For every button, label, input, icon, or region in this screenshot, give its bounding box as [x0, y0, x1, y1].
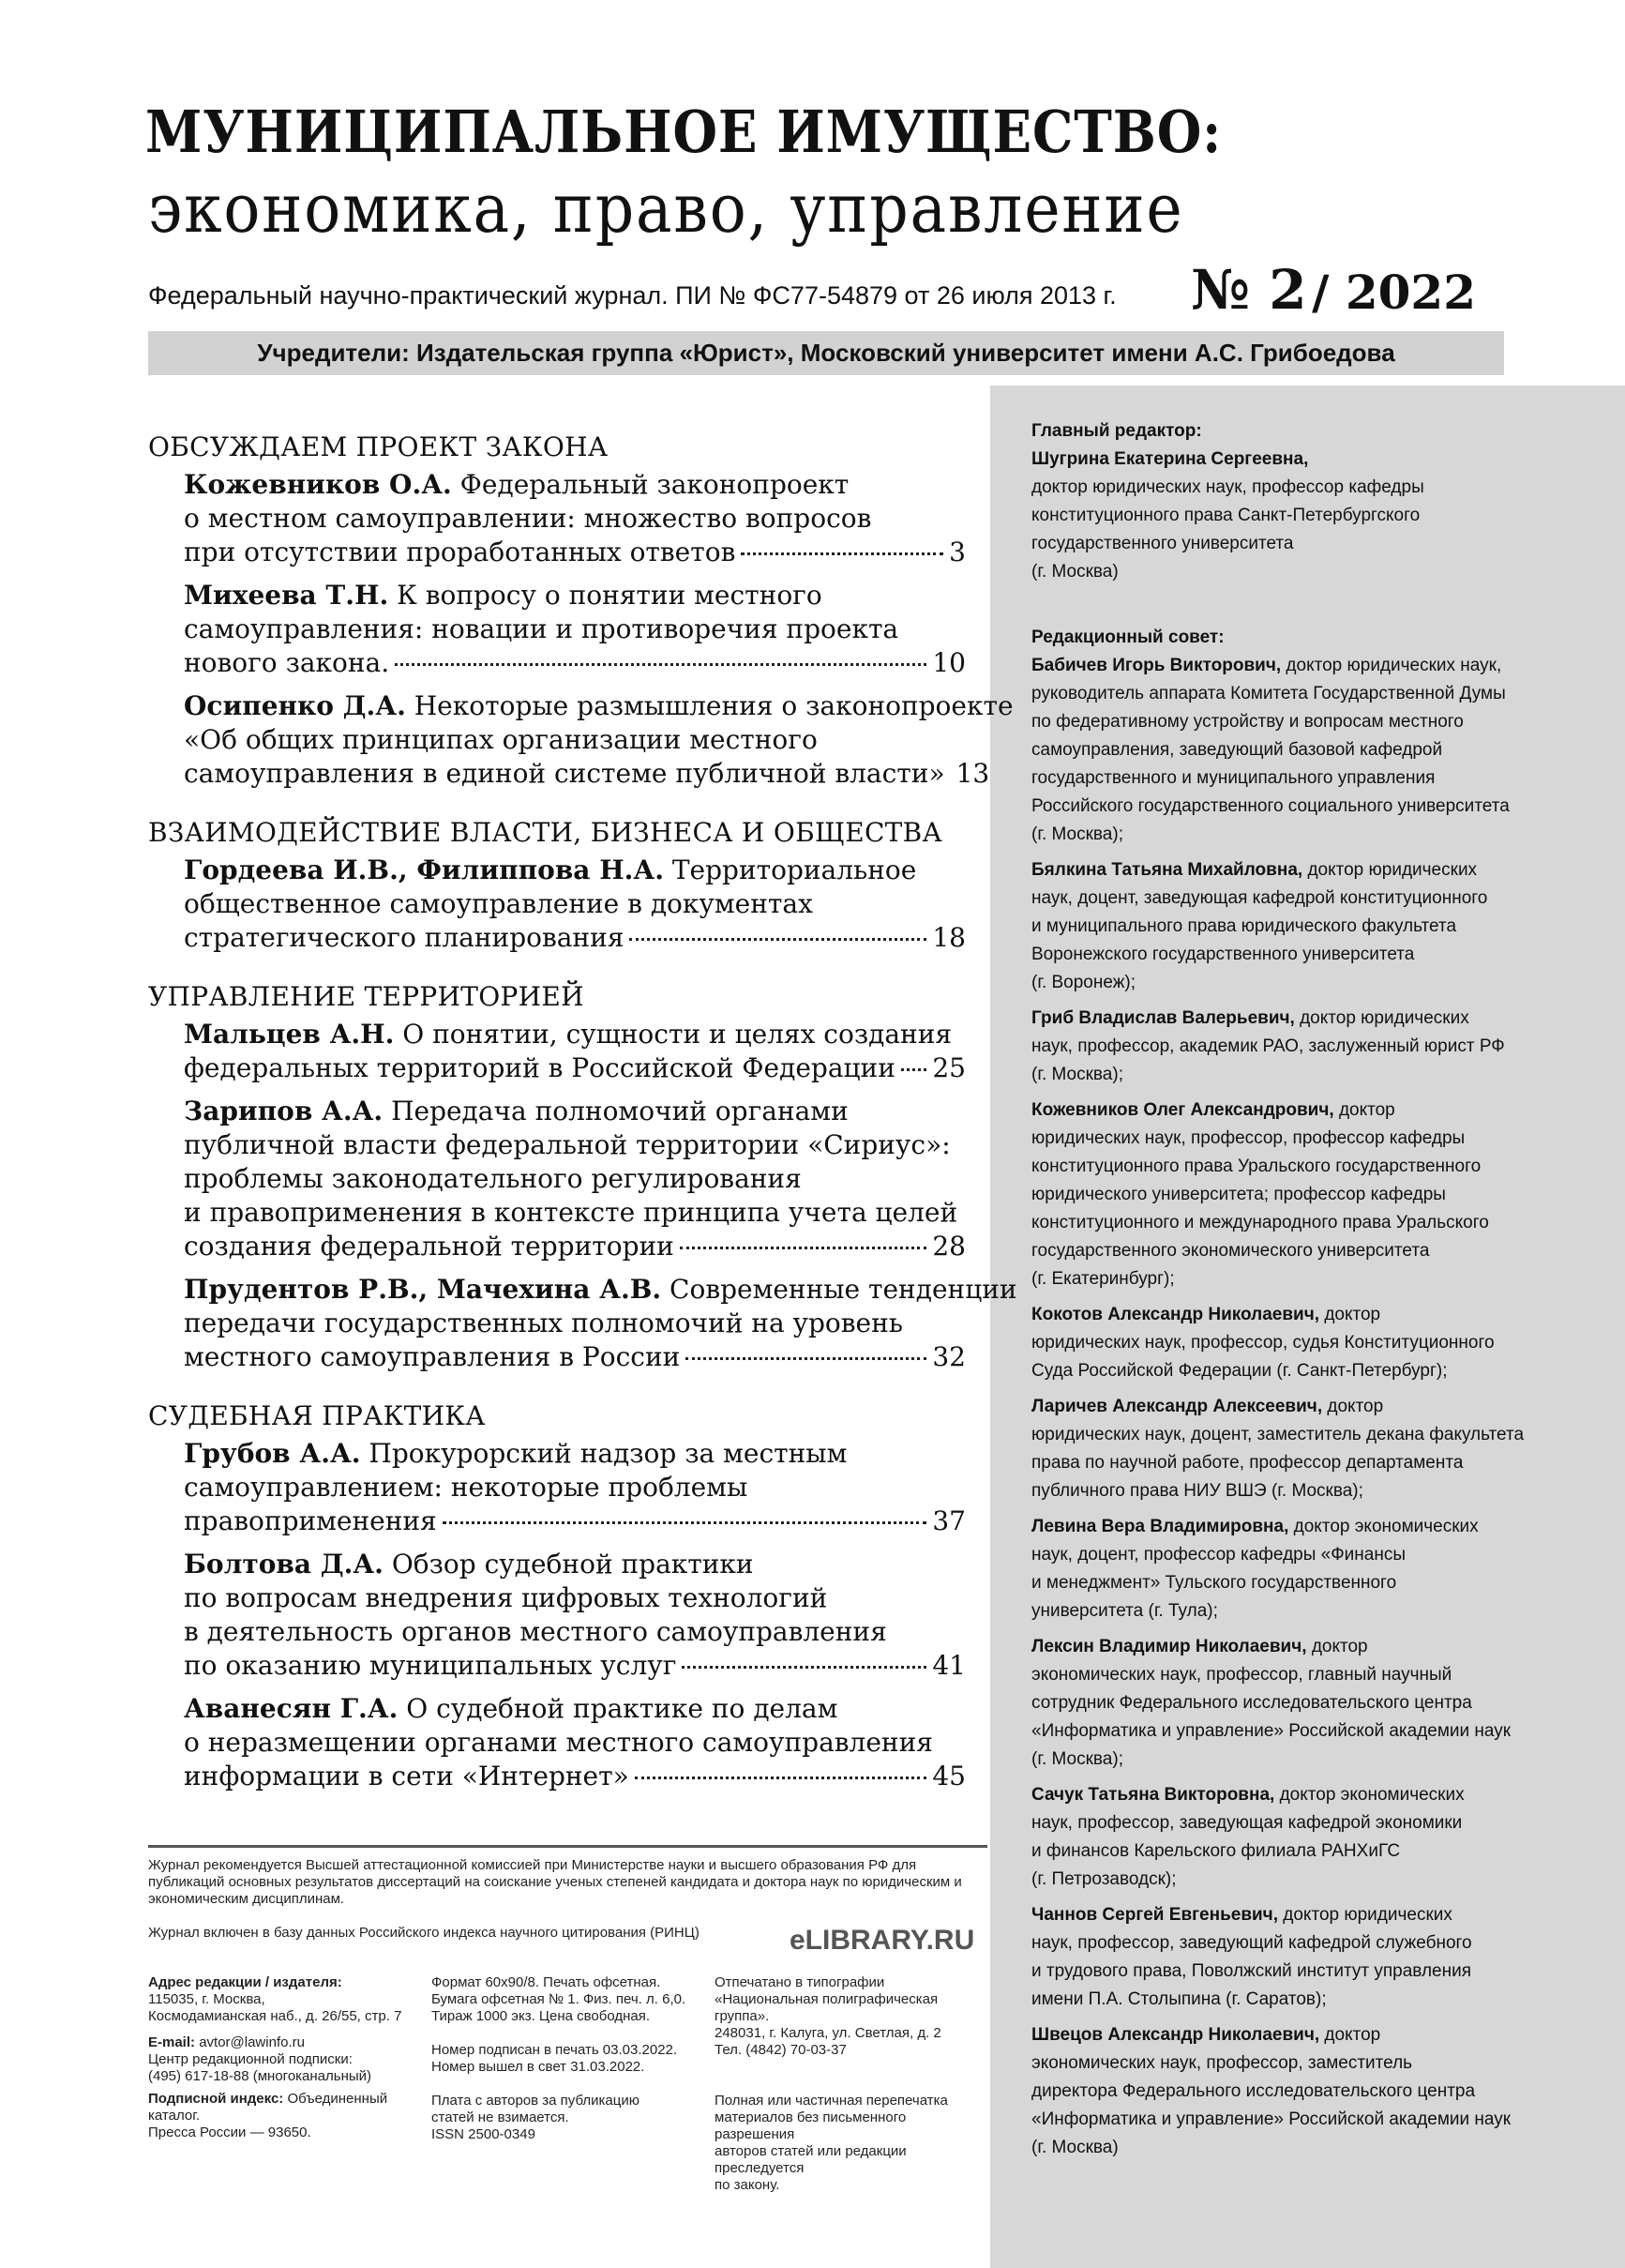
toc-title-line: публичной власти федеральной территории «Сириус»:: [184, 1129, 951, 1160]
address-line: 115035, г. Москва,: [148, 1991, 265, 2007]
issue-no: № 2: [1191, 258, 1307, 322]
member-title: доктор: [1319, 1305, 1381, 1324]
subs-line: Центр редакционной подписки:: [148, 2051, 353, 2067]
member-line: экономических наук, профессор, заместитель: [1031, 2053, 1413, 2073]
member-line: «Информатика и управление» Российской академии наук: [1031, 2109, 1512, 2129]
footer-line: Тираж 1000 экз. Цена свободная.: [431, 2008, 651, 2024]
toc-title-line: Прокурорский надзор за местным: [369, 1438, 848, 1469]
footer-line: Тел. (4842) 70-03-37: [715, 2042, 847, 2058]
issue-year: / 2022: [1312, 265, 1477, 320]
member-line: публичного права НИУ ВШЭ (г. Москва);: [1031, 1481, 1363, 1501]
council-label: Редакционный совет:: [1031, 627, 1225, 647]
table-of-contents: [148, 431, 1017, 1803]
toc-page-number: 13: [955, 758, 990, 789]
member-line: по федеративному устройству и вопросам местного: [1031, 712, 1464, 732]
toc-title-line: правоприменения: [184, 1505, 437, 1536]
leader-dots: [629, 938, 926, 941]
member-line: права по научной работе, профессор департамента: [1031, 1453, 1464, 1473]
footer-line: Полная или частичная перепечатка: [715, 2093, 948, 2109]
chief-line: конституционного права Санкт-Петербургского: [1031, 506, 1421, 525]
chief-line: государственного университета: [1031, 534, 1294, 553]
index-text: Объединенный каталог.: [148, 2091, 388, 2124]
editorial-board: [1031, 417, 1557, 2170]
toc-author: Мальцев А.Н.: [184, 1019, 395, 1050]
member-line: наук, доцент, профессор кафедры «Финансы: [1031, 1545, 1406, 1565]
member-line: наук, профессор, академик РАО, заслуженный юрист РФ: [1031, 1036, 1505, 1056]
footer-line: «Национальная полиграфическая группа».: [715, 1991, 939, 2024]
member-name: Бабичев Игорь Викторович,: [1031, 656, 1282, 675]
member-line: самоуправления, заведующий базовой кафедрой: [1031, 740, 1443, 760]
footer-line: Плата с авторов за публикацию: [431, 2093, 639, 2109]
council-member: [1031, 1301, 1557, 1385]
member-line: (г. Москва);: [1031, 1065, 1123, 1084]
toc-title-line: самоуправления: новации и противоречия проекта: [184, 613, 899, 644]
member-name: Кокотов Александр Николаевич,: [1031, 1305, 1320, 1324]
member-title: доктор юридических: [1294, 1008, 1469, 1028]
member-line: (г. Москва);: [1031, 1749, 1123, 1769]
council-member: [1031, 1633, 1557, 1774]
toc-page-number: 32: [932, 1341, 966, 1372]
toc-entry[interactable]: [184, 1692, 966, 1793]
toc-page-number: 41: [932, 1650, 966, 1681]
member-line: наук, профессор, заведующий кафедрой служебного: [1031, 1933, 1472, 1953]
council-member: [1031, 1005, 1557, 1089]
footer-col-printer: [715, 1974, 986, 2194]
toc-entry[interactable]: [184, 1548, 966, 1683]
member-title: доктор экономических: [1288, 1517, 1479, 1536]
footer-line: Номер подписан в печать 03.03.2022.: [431, 2042, 678, 2058]
toc-author: Болтова Д.А.: [184, 1549, 384, 1580]
toc-page-number: 37: [932, 1505, 966, 1536]
toc-page-number: 45: [932, 1761, 966, 1792]
member-line: государственного экономического университета: [1031, 1241, 1430, 1261]
toc-author: Прудентов Р.В., Мачехина А.В.: [184, 1274, 662, 1305]
toc-title-line: «Об общих принципах организации местного: [184, 724, 818, 755]
member-line: Российского государственного социального университета: [1031, 796, 1510, 816]
footer-line: статей не взимается.: [431, 2109, 569, 2125]
member-line: и муниципального права юридического факультета: [1031, 916, 1457, 936]
member-name: Лексин Владимир Николаевич,: [1031, 1637, 1307, 1656]
member-line: (г. Петрозаводск);: [1031, 1869, 1177, 1889]
toc-title-line: и правоприменения в контексте принципа учета целей: [184, 1197, 958, 1228]
leader-dots: [682, 1666, 926, 1669]
toc-title-line: нового закона.: [184, 647, 390, 678]
journal-subtitle: экономика, право, управление: [148, 169, 1184, 248]
journal-title: МУНИЦИПАЛЬНОЕ ИМУЩЕСТВО:: [145, 98, 1223, 166]
member-name: Бялкина Татьяна Михайловна,: [1031, 860, 1303, 880]
toc-title-line: проблемы законодательного регулирования: [184, 1163, 802, 1194]
member-line: директора Федерального исследовательского центра: [1031, 2081, 1476, 2101]
toc-page-number: 18: [932, 922, 966, 953]
toc-entry[interactable]: [184, 1273, 1017, 1374]
toc-title-line: о местном самоуправлении: множество вопросов: [184, 503, 872, 534]
toc-title-line: общественное самоуправление в документах: [184, 888, 813, 919]
toc-title-line: самоуправления в единой системе публичной власти»: [184, 758, 945, 789]
toc-title-line: Некоторые размышления о законопроекте: [414, 690, 1014, 721]
member-line: «Информатика и управление» Российской академии наук: [1031, 1721, 1512, 1741]
toc-title-line: о неразмещении органами местного самоуправления: [184, 1727, 933, 1758]
footer-line: Отпечатано в типографии: [715, 1974, 885, 1990]
member-line: конституционного права Уральского государственного: [1031, 1157, 1482, 1176]
member-title: доктор: [1333, 1100, 1395, 1120]
toc-title-line: самоуправлением: некоторые проблемы: [184, 1472, 748, 1503]
toc-entry[interactable]: [184, 1437, 966, 1538]
member-line: и трудового права, Поволжский институт управления: [1031, 1961, 1472, 1981]
member-name: Сачук Татьяна Викторовна,: [1031, 1785, 1275, 1805]
member-title: доктор: [1306, 1637, 1368, 1656]
chief-label: Главный редактор:: [1031, 421, 1202, 441]
toc-title-line: федеральных территорий в Российской Федерации: [184, 1052, 895, 1083]
toc-title-line: Передача полномочий органами: [391, 1096, 849, 1126]
email[interactable]: avtor@lawinfo.ru: [199, 2034, 305, 2050]
member-name: Швецов Александр Николаевич,: [1031, 2025, 1320, 2045]
toc-author: Гордеева И.В., Филиппова Н.А.: [184, 854, 664, 885]
email-label: E-mail:: [148, 2034, 196, 2050]
leader-dots: [685, 1357, 926, 1360]
toc-title-line: по оказанию муниципальных услуг: [184, 1650, 677, 1681]
leader-dots: [395, 663, 926, 666]
council-member: [1031, 1901, 1557, 2014]
rinc-note: Журнал включен в базу данных Российского индекса научного цитирования (РИНЦ): [148, 1925, 700, 1941]
toc-title-line: Современные тенденции: [670, 1274, 1017, 1305]
member-line: юридических наук, профессор, судья Конституционного: [1031, 1333, 1495, 1353]
member-line: (г. Воронеж);: [1031, 973, 1136, 992]
council-member: [1031, 1781, 1557, 1894]
toc-author: Зарипов А.А.: [184, 1096, 384, 1126]
toc-title-line: в деятельность органов местного самоуправления: [184, 1616, 887, 1647]
toc-author: Аванесян Г.А.: [184, 1693, 399, 1724]
leader-dots: [635, 1777, 927, 1779]
member-name: Ларичев Александр Алексеевич,: [1031, 1397, 1323, 1416]
section-heading: ВЗАИМОДЕЙСТВИЕ ВЛАСТИ, БИЗНЕСА И ОБЩЕСТВА: [148, 817, 943, 848]
footer-line: по закону.: [715, 2177, 780, 2193]
toc-entry[interactable]: [184, 689, 1014, 791]
section-heading: СУДЕБНАЯ ПРАКТИКА: [148, 1400, 486, 1431]
member-title: доктор юридических наук,: [1281, 656, 1502, 675]
member-line: университета (г. Тула);: [1031, 1601, 1218, 1621]
toc-title-line: по вопросам внедрения цифровых технологий: [184, 1582, 828, 1613]
chief-line: доктор юридических наук, профессор кафедры: [1031, 477, 1424, 497]
toc-entry[interactable]: [184, 1018, 966, 1085]
member-name: Гриб Владислав Валерьевич,: [1031, 1008, 1295, 1028]
member-line: руководитель аппарата Комитета Государственной Думы: [1031, 684, 1506, 703]
section-heading: УПРАВЛЕНИЕ ТЕРРИТОРИЕЙ: [148, 981, 584, 1012]
member-line: наук, доцент, заведующая кафедрой конституционного: [1031, 888, 1488, 908]
member-line: имени П.А. Столыпина (г. Саратов);: [1031, 1989, 1327, 2009]
footer-line: Номер вышел в свет 31.03.2022.: [431, 2059, 645, 2075]
member-line: экономических наук, профессор, главный научный: [1031, 1665, 1452, 1685]
index-label: Подписной индекс:: [148, 2091, 284, 2107]
member-line: юридических наук, профессор, профессор кафедры: [1031, 1128, 1466, 1148]
toc-title-line: Территориальное: [671, 854, 917, 885]
member-name: Чаннов Сергей Евгеньевич,: [1031, 1905, 1278, 1925]
member-line: Воронежского государственного университета: [1031, 945, 1415, 964]
toc-entry[interactable]: [184, 468, 966, 569]
toc-title-line: при отсутствии проработанных ответов: [184, 537, 736, 567]
member-line: юридических наук, доцент, заместитель декана факультета: [1031, 1425, 1525, 1444]
toc-entry[interactable]: [184, 1095, 966, 1263]
footer-line: авторов статей или редакции преследуется: [715, 2143, 907, 2176]
chief-name: Шугрина Екатерина Сергеевна,: [1031, 449, 1309, 469]
leader-dots: [443, 1521, 927, 1524]
council-member: [1031, 1393, 1557, 1505]
footer-line: 248031, г. Калуга, ул. Светлая, д. 2: [715, 2025, 941, 2041]
toc-title-line: передачи государственных полномочий на уровень: [184, 1308, 904, 1338]
toc-entry[interactable]: [184, 854, 966, 955]
toc-title-line: Федеральный законопроект: [459, 469, 850, 500]
toc-page-number: 10: [932, 647, 966, 678]
footer-line: [431, 2076, 703, 2093]
footer-line: Формат 60х90/8. Печать офсетная.: [431, 1974, 661, 1990]
member-title: доктор юридических: [1278, 1905, 1452, 1925]
founders-bar: Учредители: Издательская группа «Юрист», Московский университет имени А.С. Грибоедова: [148, 331, 1504, 375]
index-line: Пресса России — 93650.: [148, 2124, 311, 2140]
footer-line: [431, 2025, 703, 2042]
council-member: [1031, 1096, 1557, 1293]
toc-title-line: К вопросу о понятии местного: [397, 580, 822, 611]
footer-line: ISSN 2500-0349: [431, 2126, 535, 2142]
toc-author: Грубов А.А.: [184, 1438, 361, 1469]
toc-page-number: 3: [949, 537, 966, 567]
section-heading: ОБСУЖДАЕМ ПРОЕКТ ЗАКОНА: [148, 431, 609, 462]
address-label: Адрес редакции / издателя:: [148, 1974, 342, 1990]
member-title: доктор: [1322, 1397, 1384, 1416]
member-line: наук, профессор, заведующая кафедрой экономики: [1031, 1813, 1463, 1833]
toc-title-line: О понятии, сущности и целях создания: [402, 1019, 953, 1050]
footer-col-address: [148, 1974, 420, 2141]
member-line: и менеджмент» Тульского государственного: [1031, 1573, 1397, 1593]
footer-line: Бумага офсетная № 1. Физ. печ. л. 6,0.: [431, 1991, 686, 2007]
vak-note: Журнал рекомендуется Высшей аттестационной комиссией при Министерстве науки и высшего образования РФ для публикаций основных результатов диссертаций на соискание ученых степеней кандидата и доктора наук по юридическим и экономическим дисциплинам.: [148, 1857, 962, 1907]
registration-line: Федеральный научно-практический журнал. ПИ № ФС77-54879 от 26 июля 2013 г.: [148, 281, 1117, 310]
footer-divider: [148, 1845, 987, 1848]
member-title: доктор: [1319, 2025, 1381, 2045]
leader-dots: [680, 1247, 927, 1249]
toc-title-line: О судебной практике по делам: [406, 1693, 838, 1724]
footer-line: [715, 2076, 986, 2093]
council-member: [1031, 652, 1557, 849]
member-line: сотрудник Федерального исследовательского центра: [1031, 1693, 1472, 1713]
issue-number: [1191, 258, 1477, 322]
member-line: Суда Российской Федерации (г. Санкт-Петербург);: [1031, 1361, 1448, 1381]
toc-title-line: Обзор судебной практики: [391, 1549, 754, 1580]
chief-editor-block: [1031, 417, 1557, 586]
council-member: [1031, 2021, 1557, 2162]
leader-dots: [901, 1068, 926, 1071]
toc-entry[interactable]: [184, 579, 966, 680]
subs-line: (495) 617-18-88 (многоканальный): [148, 2068, 372, 2084]
toc-page-number: 25: [932, 1052, 966, 1083]
member-line: (г. Москва): [1031, 2138, 1119, 2157]
member-line: (г. Москва);: [1031, 824, 1123, 844]
member-line: (г. Екатеринбург);: [1031, 1269, 1175, 1289]
toc-title-line: стратегического планирования: [184, 922, 624, 953]
footer-line: материалов без письменного разрешения: [715, 2109, 907, 2142]
member-line: юридического университета; профессор кафедры: [1031, 1185, 1446, 1204]
leader-dots: [741, 552, 943, 555]
toc-author: Осипенко Д.А.: [184, 690, 406, 721]
toc-author: Кожевников О.А.: [184, 469, 452, 500]
member-title: доктор юридических: [1302, 860, 1478, 880]
footer-line: [715, 2059, 986, 2076]
member-title: доктор экономических: [1274, 1785, 1465, 1805]
member-name: Левина Вера Владимировна,: [1031, 1517, 1289, 1536]
council-member: [1031, 856, 1557, 997]
member-line: и финансов Карельского филиала РАНХиГС: [1031, 1841, 1401, 1861]
member-name: Кожевников Олег Александрович,: [1031, 1100, 1334, 1120]
toc-page-number: 28: [932, 1231, 966, 1262]
chief-line: (г. Москва): [1031, 562, 1119, 582]
address-line: Космодамианская наб., д. 26/55, стр. 7: [148, 2008, 402, 2024]
member-line: государственного и муниципального управления: [1031, 768, 1436, 788]
toc-author: Михеева Т.Н.: [184, 580, 389, 611]
toc-title-line: информации в сети «Интернет»: [184, 1761, 629, 1792]
toc-title-line: местного самоуправления в России: [184, 1341, 681, 1372]
council-member: [1031, 1513, 1557, 1625]
member-line: конституционного и международного права Уральского: [1031, 1213, 1489, 1232]
elibrary-logo: eLIBRARY.RU: [790, 1925, 975, 1956]
footer-col-print: [431, 1974, 703, 2143]
toc-title-line: создания федеральной территории: [184, 1231, 674, 1262]
